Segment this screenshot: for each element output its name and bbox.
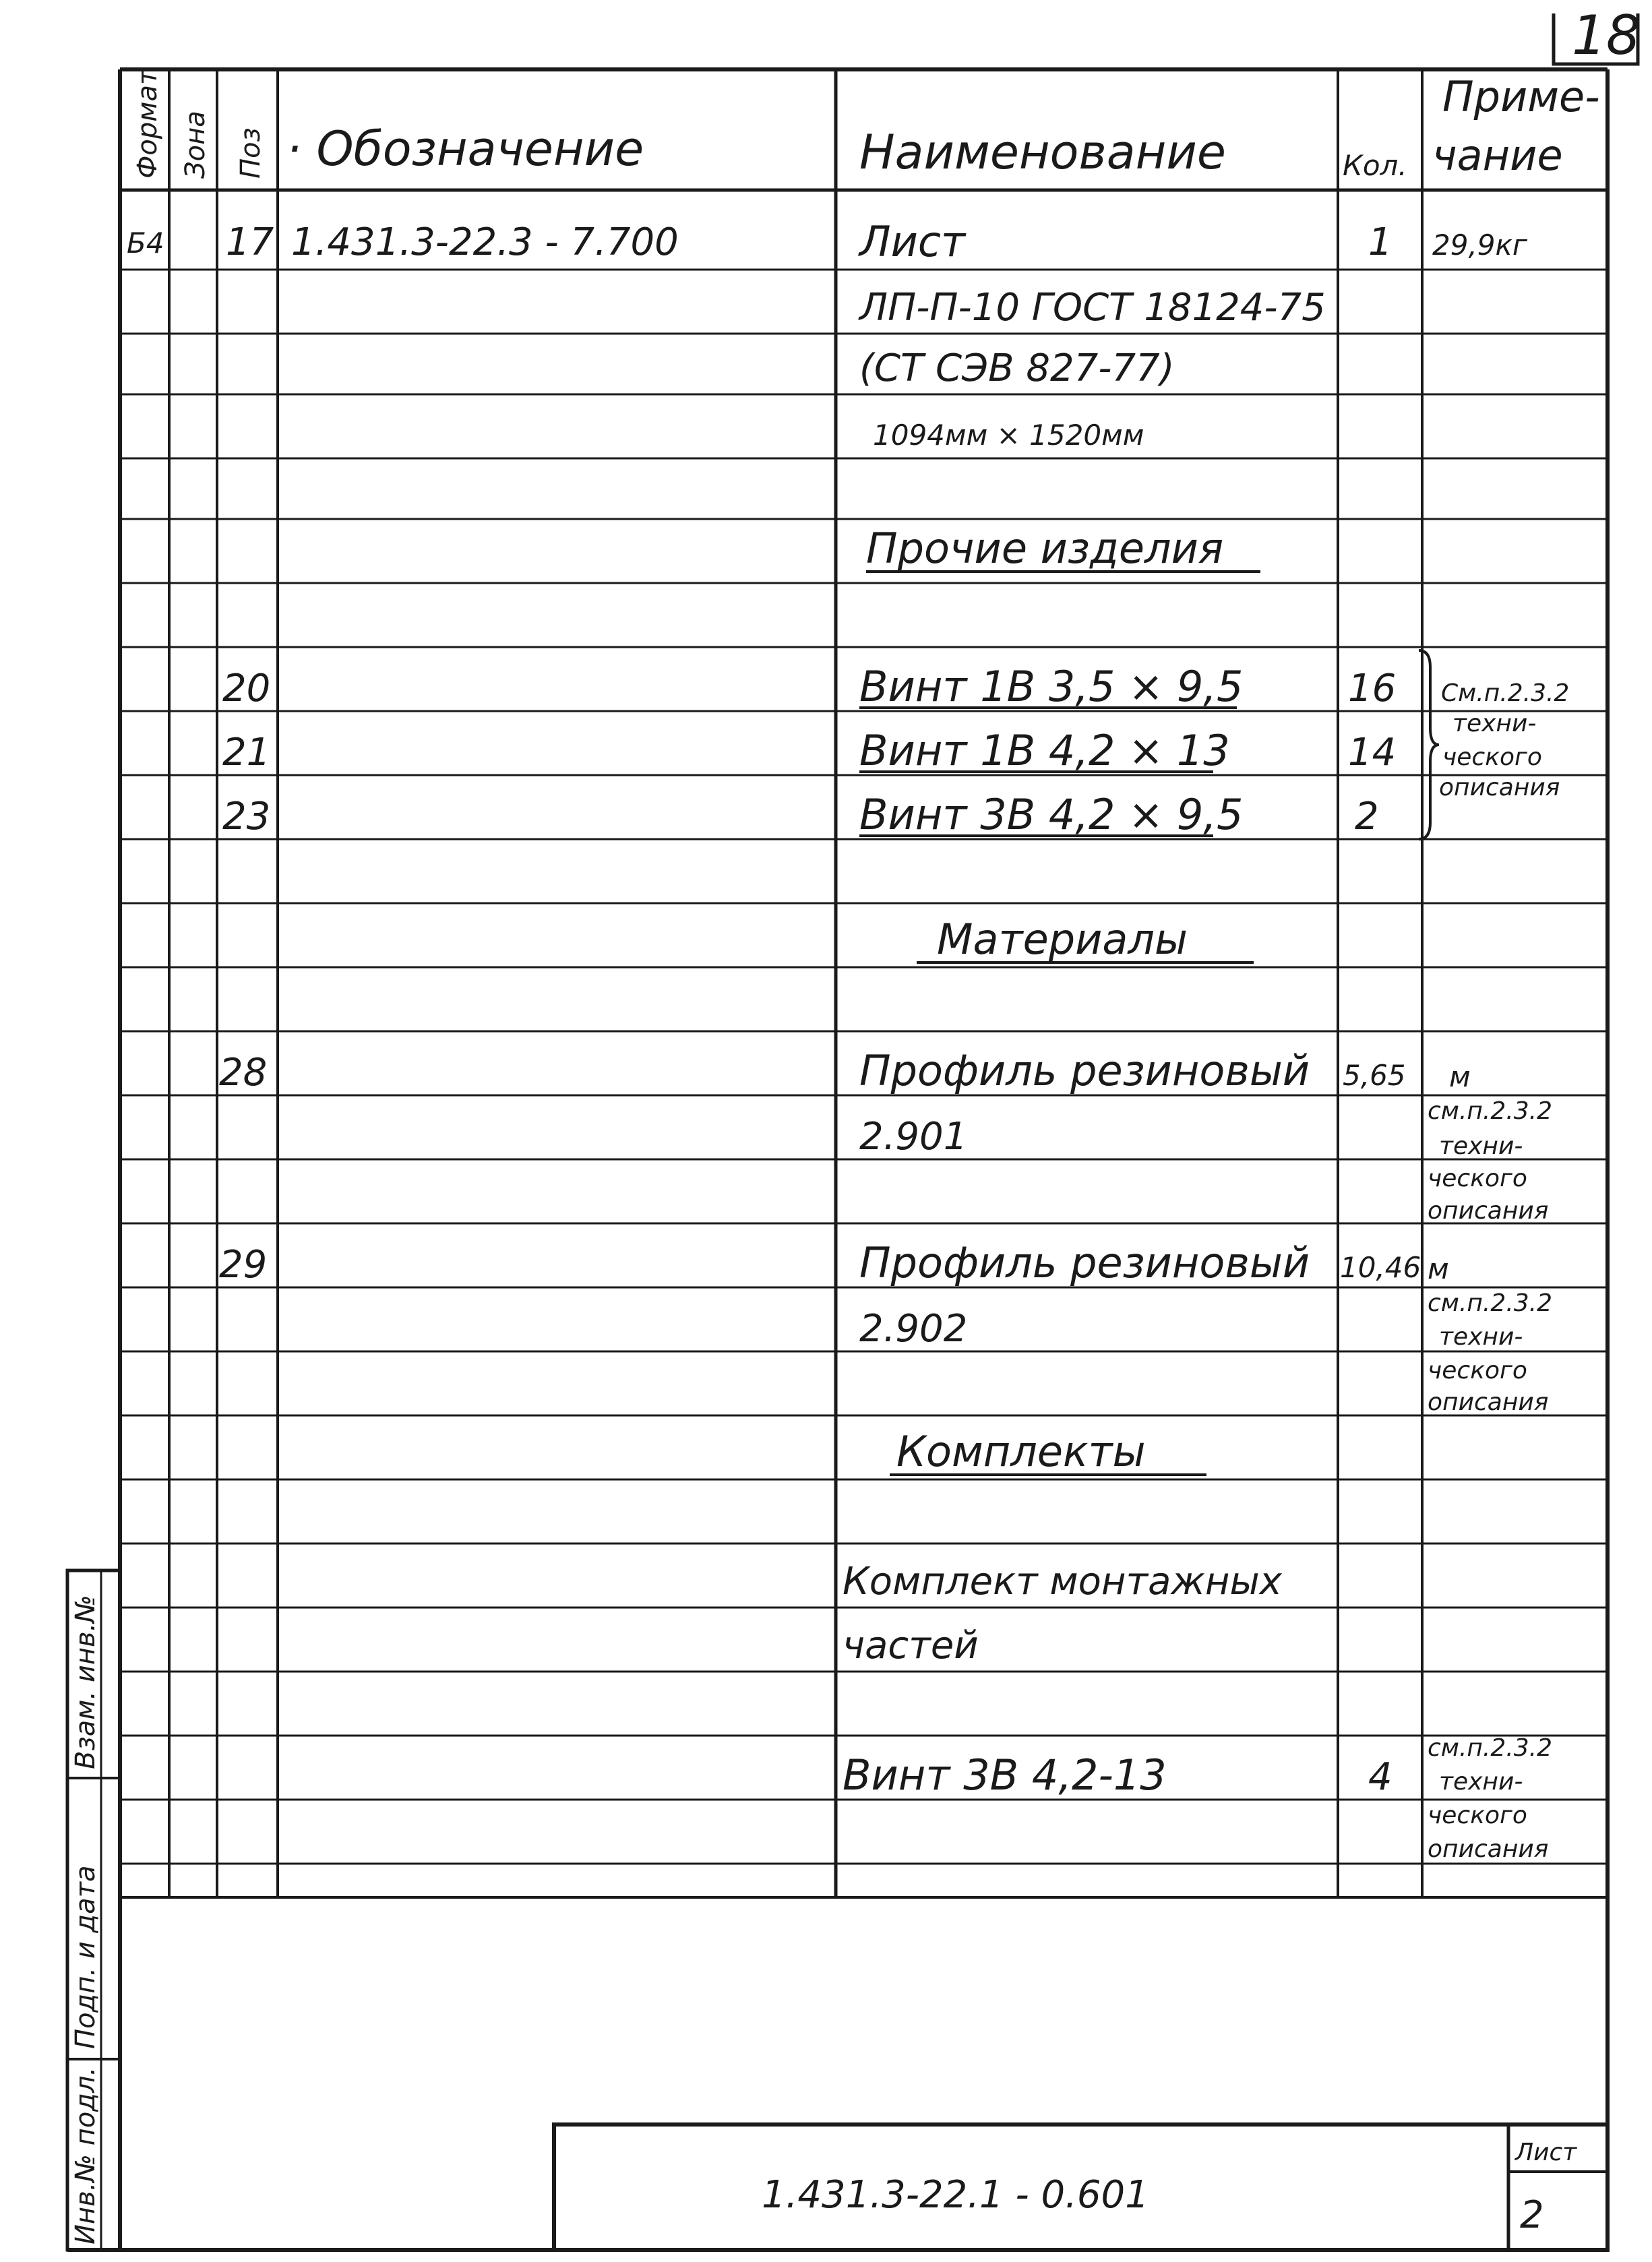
row-name: Винт 1В 4,2 × 13 — [859, 726, 1230, 775]
table-row — [222, 790, 1379, 839]
header-designation: · Обозначение — [286, 121, 644, 177]
row-note: м — [1428, 1252, 1449, 1285]
row-notes — [1428, 1289, 1552, 1416]
row-qty: 4 — [1368, 1755, 1393, 1799]
row-pos: 28 — [219, 1051, 268, 1095]
table-row — [127, 217, 1528, 266]
section-title: Комплекты — [896, 1427, 1146, 1476]
table-row — [219, 1238, 1449, 1287]
table-header — [132, 68, 1600, 182]
row-qty: 1 — [1368, 220, 1393, 264]
page-number: 18 — [1572, 4, 1641, 67]
row-pos: 20 — [222, 667, 271, 710]
sheet-label: Лист — [1515, 2139, 1577, 2166]
header-note-line2: чание — [1432, 131, 1563, 180]
note-line: ческого — [1428, 1357, 1527, 1384]
title-designation: 1.431.3-22.1 - 0.601 — [762, 2173, 1149, 2217]
note-line: описания — [1428, 1835, 1549, 1863]
title-block — [554, 2125, 1608, 2250]
table-row — [222, 726, 1396, 775]
table-row — [222, 662, 1396, 711]
table-row — [859, 1307, 967, 1351]
column-lines — [169, 69, 1422, 1897]
section-heading-other — [866, 524, 1260, 573]
note-line: техни- — [1439, 1132, 1523, 1160]
note-line: ческого — [1428, 1165, 1527, 1192]
row-qty: 5,65 — [1343, 1059, 1406, 1092]
note-line: описания — [1428, 1388, 1549, 1416]
note-line: см.п.2.3.2 — [1428, 1097, 1552, 1125]
row-qty: 10,46 — [1340, 1251, 1421, 1284]
note-line: техни- — [1439, 1323, 1523, 1351]
row-name: Винт 1В 3,5 × 9,5 — [859, 662, 1244, 711]
row-name: Комплект монтажных — [843, 1560, 1282, 1603]
header-qty: Кол. — [1343, 149, 1407, 182]
note-line: техни- — [1452, 710, 1537, 737]
section-title: Прочие изделия — [866, 524, 1224, 573]
row-pos: 23 — [222, 795, 271, 838]
note-line: См.п.2.3.2 — [1441, 679, 1570, 707]
table-row — [873, 419, 1144, 452]
note-line: ческого — [1442, 743, 1542, 771]
row-pos: 17 — [226, 220, 274, 264]
row-name: 2.901 — [859, 1115, 968, 1159]
header-note-line1: Приме- — [1442, 72, 1600, 121]
row-name: Профиль резиновый — [859, 1046, 1310, 1095]
row-name: Винт 3В 4,2 × 9,5 — [859, 790, 1244, 839]
header-name: Наименование — [859, 125, 1226, 180]
row-qty: 16 — [1348, 667, 1397, 710]
side-stamp — [67, 1570, 120, 2250]
row-note: 29,9кг — [1432, 228, 1527, 262]
row-designation: 1.431.3-22.3 - 7.700 — [291, 220, 679, 264]
header-zone: Зона — [180, 111, 211, 179]
row-qty: 2 — [1355, 795, 1379, 838]
note-line: описания — [1439, 774, 1560, 801]
table-row — [859, 1115, 967, 1159]
page-number-box — [1554, 4, 1641, 67]
stamp-field: Взам. инв.№ — [70, 1595, 101, 1769]
stamp-field: Инв.№ подл. — [70, 2067, 101, 2244]
sheet-value: 2 — [1520, 2193, 1544, 2237]
row-note: м — [1449, 1060, 1471, 1093]
table-row — [858, 286, 1326, 330]
section-heading-kits — [890, 1427, 1206, 1476]
note-line: ческого — [1428, 1802, 1527, 1829]
bracket-note — [1419, 650, 1569, 839]
row-name: (СТ СЭВ 827-77) — [859, 346, 1175, 390]
table-row — [219, 1046, 1471, 1095]
header-pos: Поз — [235, 127, 266, 179]
table-row — [843, 1624, 979, 1668]
section-heading-materials — [917, 915, 1254, 964]
row-name: Профиль резиновый — [859, 1238, 1310, 1287]
row-name: Лист — [859, 217, 966, 266]
row-name: 1094мм × 1520мм — [873, 419, 1144, 452]
row-qty: 14 — [1348, 731, 1397, 774]
table-row — [859, 346, 1175, 390]
table-row — [843, 1750, 1393, 1800]
note-line: описания — [1428, 1197, 1549, 1225]
row-pos: 21 — [222, 731, 271, 774]
header-format: Формат — [132, 69, 163, 179]
note-line: техни- — [1439, 1768, 1523, 1796]
section-title: Материалы — [937, 915, 1188, 964]
row-notes — [1428, 1097, 1552, 1225]
note-line: см.п.2.3.2 — [1428, 1734, 1552, 1762]
stamp-field: Подп. и дата — [70, 1865, 101, 2049]
row-name: ЛП-П-10 ГОСТ 18124-75 — [859, 286, 1326, 330]
table-row — [843, 1560, 1283, 1603]
row-name: Винт 3В 4,2-13 — [843, 1750, 1167, 1800]
row-name: частей — [843, 1624, 979, 1668]
row-format: Б4 — [127, 226, 164, 259]
row-pos: 29 — [219, 1243, 268, 1287]
note-line: см.п.2.3.2 — [1428, 1289, 1552, 1317]
row-name: 2.902 — [859, 1307, 968, 1351]
